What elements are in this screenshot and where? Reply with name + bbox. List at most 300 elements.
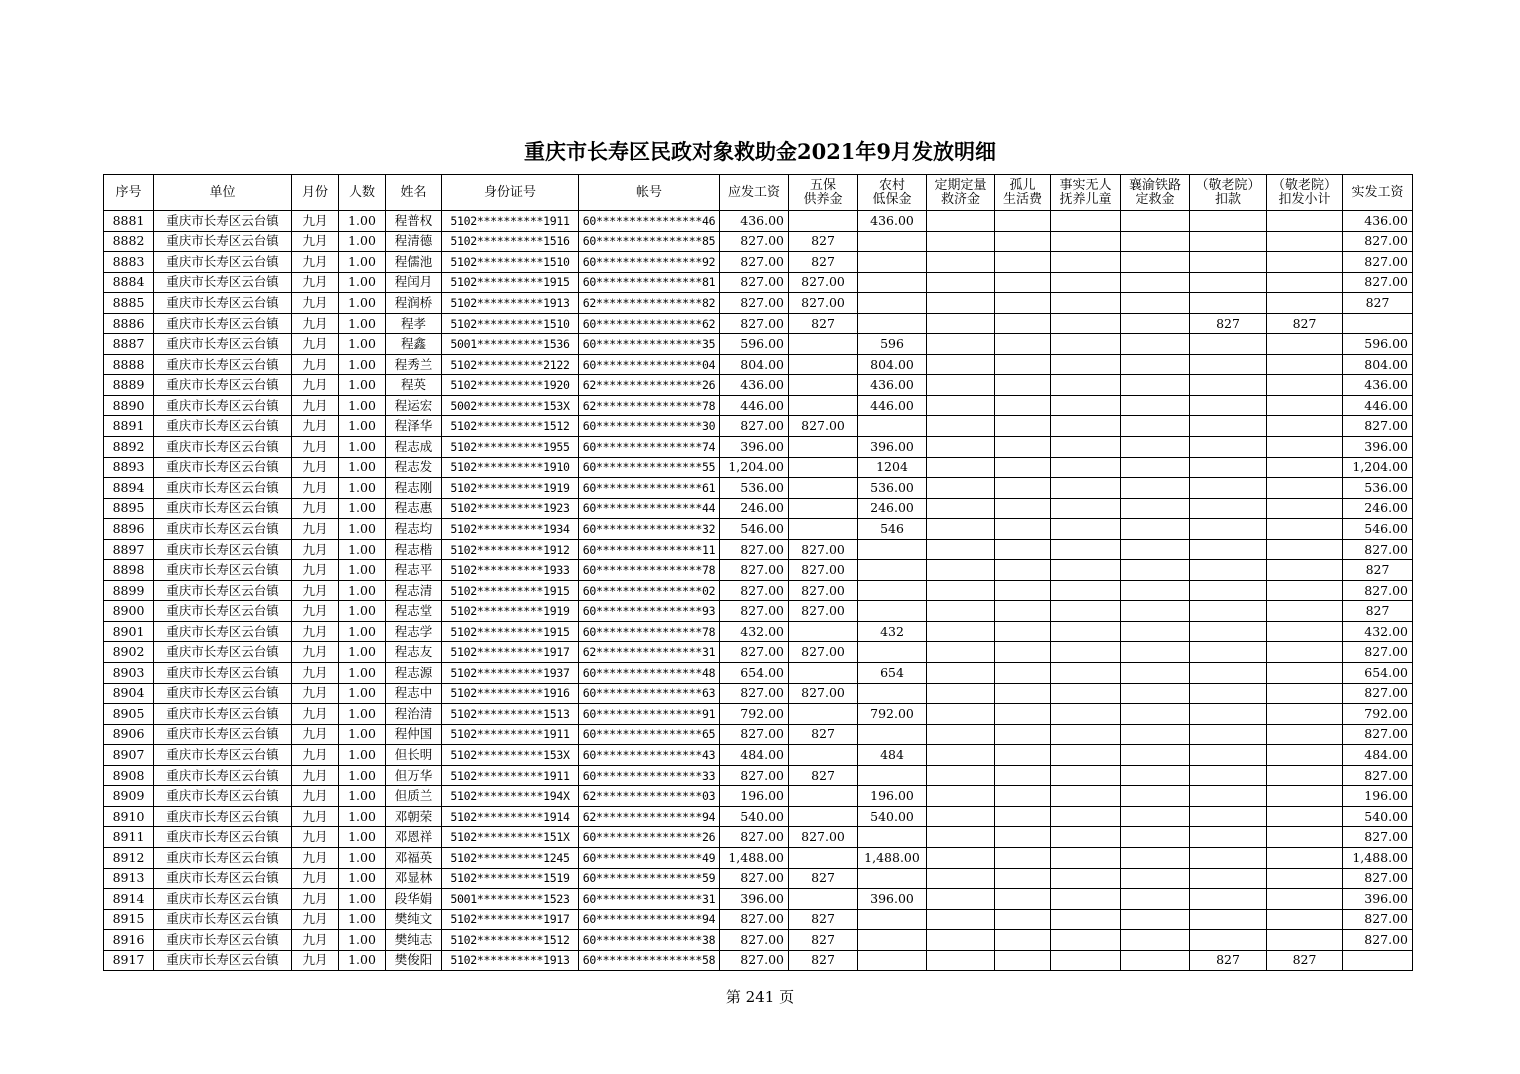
table-cell: 827.00 [1343, 930, 1413, 951]
table-row [104, 765, 1413, 786]
table-cell: 1,204.00 [1343, 457, 1413, 478]
table-cell: 827.00 [720, 272, 789, 293]
table-cell [927, 909, 995, 930]
table-cell [1190, 847, 1267, 868]
table-cell [1051, 334, 1121, 355]
table-cell [789, 457, 858, 478]
table-cell [1121, 252, 1190, 273]
table-cell: 九月 [292, 806, 339, 827]
table-cell: 60****************78 [579, 560, 720, 581]
table-cell [995, 395, 1051, 416]
table-cell: 827 [789, 252, 858, 273]
table-cell: 8912 [104, 847, 154, 868]
table-cell [927, 724, 995, 745]
table-cell: 8911 [104, 827, 154, 848]
column-header-line: 序号 [115, 184, 142, 200]
table-cell: 1.00 [339, 601, 386, 622]
table-cell: 程仲国 [386, 724, 442, 745]
table-cell [1267, 498, 1343, 519]
table-cell: 九月 [292, 416, 339, 437]
table-cell: 程志惠 [386, 498, 442, 519]
table-cell [1267, 621, 1343, 642]
table-cell [927, 313, 995, 334]
table-cell: 8901 [104, 621, 154, 642]
table-cell [858, 272, 927, 293]
table-cell: 8898 [104, 560, 154, 581]
table-cell [1051, 519, 1121, 540]
table-cell [995, 334, 1051, 355]
table-cell: 536.00 [720, 478, 789, 499]
table-cell [927, 354, 995, 375]
table-cell [995, 437, 1051, 458]
table-cell [789, 621, 858, 642]
table-cell [1190, 745, 1267, 766]
column-header-line: 供养金 [803, 191, 843, 207]
table-cell: 九月 [292, 560, 339, 581]
table-cell [995, 601, 1051, 622]
table-cell [1121, 293, 1190, 314]
table-cell: 827 [789, 724, 858, 745]
table-cell: 827.00 [720, 539, 789, 560]
table-cell [927, 827, 995, 848]
table-cell [789, 704, 858, 725]
table-cell: 536.00 [858, 478, 927, 499]
table-cell [927, 252, 995, 273]
table-cell: 重庆市长寿区云台镇 [154, 889, 292, 910]
table-cell: 827.00 [1343, 765, 1413, 786]
table-cell [927, 560, 995, 581]
table-cell [789, 889, 858, 910]
table-cell [1051, 293, 1121, 314]
column-header [339, 175, 386, 211]
table-cell [1051, 211, 1121, 232]
table-cell: 九月 [292, 293, 339, 314]
table-cell [789, 847, 858, 868]
table-cell: 546.00 [1343, 519, 1413, 540]
table-cell: 程治清 [386, 704, 442, 725]
table-cell: 60****************32 [579, 519, 720, 540]
table-cell: 1,488.00 [1343, 847, 1413, 868]
table-row [104, 272, 1413, 293]
table-cell: 九月 [292, 354, 339, 375]
table-cell [927, 437, 995, 458]
table-cell: 827 [789, 930, 858, 951]
table-cell [995, 416, 1051, 437]
table-cell: 程志中 [386, 683, 442, 704]
table-cell: 8892 [104, 437, 154, 458]
table-row [104, 293, 1413, 314]
table-cell: 8906 [104, 724, 154, 745]
table-cell: 程清德 [386, 231, 442, 252]
table-cell: 62****************94 [579, 806, 720, 827]
table-cell: 程志均 [386, 519, 442, 540]
table-cell: 樊纯文 [386, 909, 442, 930]
table-row [104, 950, 1413, 971]
table-cell: 樊纯志 [386, 930, 442, 951]
table-cell [1190, 354, 1267, 375]
table-cell: 60****************94 [579, 909, 720, 930]
column-header-line: 人数 [348, 184, 375, 200]
table-cell: 1.00 [339, 498, 386, 519]
table-cell: 九月 [292, 889, 339, 910]
table-cell: 827 [789, 313, 858, 334]
table-cell: 但万华 [386, 765, 442, 786]
table-cell: 446.00 [858, 395, 927, 416]
table-cell: 九月 [292, 252, 339, 273]
table-cell: 827.00 [789, 539, 858, 560]
table-cell [1051, 416, 1121, 437]
table-cell [1267, 395, 1343, 416]
table-cell [995, 683, 1051, 704]
table-cell: 樊俊阳 [386, 950, 442, 971]
table-cell: 654 [858, 663, 927, 684]
table-cell [1051, 806, 1121, 827]
table-cell [1121, 457, 1190, 478]
table-cell: 596.00 [1343, 334, 1413, 355]
column-header-line: 帐号 [635, 184, 662, 200]
table-row [104, 539, 1413, 560]
table-cell [858, 580, 927, 601]
table-row [104, 806, 1413, 827]
table-cell: 827.00 [789, 293, 858, 314]
table-cell: 程普权 [386, 211, 442, 232]
table-cell [927, 539, 995, 560]
table-cell: 60****************44 [579, 498, 720, 519]
column-header [1267, 175, 1343, 211]
table-cell [1190, 806, 1267, 827]
table-cell: 重庆市长寿区云台镇 [154, 868, 292, 889]
table-cell [1190, 909, 1267, 930]
table-cell: 九月 [292, 704, 339, 725]
table-cell [995, 827, 1051, 848]
table-cell [995, 704, 1051, 725]
table-cell: 5002**********153X [442, 395, 579, 416]
table-cell [789, 786, 858, 807]
table-cell: 5102**********1519 [442, 868, 579, 889]
table-cell: 60****************43 [579, 745, 720, 766]
table-cell: 重庆市长寿区云台镇 [154, 704, 292, 725]
table-row [104, 580, 1413, 601]
table-cell [1051, 375, 1121, 396]
table-cell: 重庆市长寿区云台镇 [154, 272, 292, 293]
table-cell: 5001**********1536 [442, 334, 579, 355]
table-cell: 九月 [292, 539, 339, 560]
column-header [104, 175, 154, 211]
table-cell: 重庆市长寿区云台镇 [154, 663, 292, 684]
table-cell: 827.00 [720, 601, 789, 622]
table-cell: 827.00 [720, 293, 789, 314]
table-cell: 1.00 [339, 724, 386, 745]
table-cell [1051, 231, 1121, 252]
table-cell [1267, 663, 1343, 684]
table-cell: 程秀兰 [386, 354, 442, 375]
table-cell: 1.00 [339, 252, 386, 273]
table-cell [1051, 663, 1121, 684]
table-cell: 程运宏 [386, 395, 442, 416]
table-cell: 396.00 [1343, 437, 1413, 458]
table-cell: 246.00 [720, 498, 789, 519]
table-cell: 5102**********1934 [442, 519, 579, 540]
table-cell: 827.00 [720, 909, 789, 930]
table-cell: 九月 [292, 663, 339, 684]
table-cell: 827.00 [1343, 252, 1413, 273]
table-cell: 8904 [104, 683, 154, 704]
table-cell [789, 334, 858, 355]
table-cell: 重庆市长寿区云台镇 [154, 457, 292, 478]
table-cell [1121, 930, 1190, 951]
table-cell [1267, 519, 1343, 540]
column-header-line: 单位 [209, 184, 236, 200]
table-row [104, 252, 1413, 273]
table-cell [858, 416, 927, 437]
column-header [1051, 175, 1121, 211]
table-cell: 重庆市长寿区云台镇 [154, 395, 292, 416]
table-cell: 5102**********1510 [442, 313, 579, 334]
table-cell [1121, 395, 1190, 416]
table-cell [1121, 354, 1190, 375]
column-header [720, 175, 789, 211]
table-cell [1190, 889, 1267, 910]
table-cell: 827 [1267, 950, 1343, 971]
table-cell [1267, 930, 1343, 951]
table-cell [1267, 868, 1343, 889]
table-cell: 436.00 [858, 211, 927, 232]
table-cell: 九月 [292, 211, 339, 232]
table-cell [1121, 745, 1190, 766]
table-cell [995, 354, 1051, 375]
table-cell: 804.00 [858, 354, 927, 375]
table-cell: 重庆市长寿区云台镇 [154, 519, 292, 540]
table-cell: 446.00 [1343, 395, 1413, 416]
table-row [104, 334, 1413, 355]
table-row [104, 231, 1413, 252]
table-cell: 827.00 [789, 560, 858, 581]
table-cell: 重庆市长寿区云台镇 [154, 642, 292, 663]
table-cell [1267, 416, 1343, 437]
table-cell: 程泽华 [386, 416, 442, 437]
table-cell [1267, 478, 1343, 499]
table-cell: 5102**********1911 [442, 724, 579, 745]
table-row [104, 724, 1413, 745]
table-cell: 程志学 [386, 621, 442, 642]
table-cell: 5102**********1955 [442, 437, 579, 458]
table-cell [995, 293, 1051, 314]
table-row [104, 313, 1413, 334]
table-cell: 九月 [292, 930, 339, 951]
table-cell: 程志成 [386, 437, 442, 458]
table-cell [927, 478, 995, 499]
table-cell: 5102**********1915 [442, 272, 579, 293]
column-header-line: 扣款 [1214, 191, 1241, 207]
table-cell: 1.00 [339, 847, 386, 868]
table-cell: 8905 [104, 704, 154, 725]
table-cell: 540.00 [720, 806, 789, 827]
table-cell [1267, 354, 1343, 375]
table-cell: 重庆市长寿区云台镇 [154, 334, 292, 355]
table-cell [858, 868, 927, 889]
table-cell: 8883 [104, 252, 154, 273]
table-cell: 1.00 [339, 457, 386, 478]
table-cell [1121, 560, 1190, 581]
table-row [104, 437, 1413, 458]
table-cell: 432 [858, 621, 927, 642]
table-cell: 60****************91 [579, 704, 720, 725]
table-cell: 重庆市长寿区云台镇 [154, 539, 292, 560]
table-cell: 程志平 [386, 560, 442, 581]
table-cell: 396.00 [720, 437, 789, 458]
table-cell [995, 889, 1051, 910]
table-cell [1267, 231, 1343, 252]
table-row [104, 663, 1413, 684]
table-cell [927, 847, 995, 868]
table-cell [1190, 498, 1267, 519]
table-cell [927, 519, 995, 540]
table-cell [1190, 211, 1267, 232]
table-cell [1121, 827, 1190, 848]
table-cell [1267, 704, 1343, 725]
table-cell: 60****************38 [579, 930, 720, 951]
column-header-line: 应发工资 [727, 184, 780, 200]
table-cell: 九月 [292, 580, 339, 601]
table-cell [858, 930, 927, 951]
table-cell: 196.00 [720, 786, 789, 807]
table-cell: 827.00 [789, 601, 858, 622]
table-cell [858, 560, 927, 581]
table-cell: 827.00 [1343, 827, 1413, 848]
table-cell [789, 437, 858, 458]
table-cell: 5102**********194X [442, 786, 579, 807]
table-cell: 484.00 [720, 745, 789, 766]
table-cell [1190, 663, 1267, 684]
table-cell [1190, 334, 1267, 355]
table-cell: 827.00 [789, 827, 858, 848]
table-cell [1121, 478, 1190, 499]
table-cell [927, 498, 995, 519]
table-cell: 程志友 [386, 642, 442, 663]
table-cell [1267, 252, 1343, 273]
table-cell: 但长明 [386, 745, 442, 766]
table-cell: 九月 [292, 313, 339, 334]
table-cell [1343, 313, 1413, 334]
table-cell: 5102**********1913 [442, 950, 579, 971]
table-cell: 5102**********1910 [442, 457, 579, 478]
column-header-line: （敬老院） [1271, 177, 1337, 193]
table-cell: 邓显林 [386, 868, 442, 889]
table-row [104, 868, 1413, 889]
table-cell: 九月 [292, 724, 339, 745]
column-header [1343, 175, 1413, 211]
table-cell: 60****************31 [579, 889, 720, 910]
table-cell [1267, 642, 1343, 663]
table-cell: 8902 [104, 642, 154, 663]
table-cell: 596.00 [720, 334, 789, 355]
table-cell: 8907 [104, 745, 154, 766]
table-cell: 8909 [104, 786, 154, 807]
table-cell: 827.00 [1343, 909, 1413, 930]
table-cell: 827.00 [720, 868, 789, 889]
table-cell [1051, 704, 1121, 725]
table-cell: 436.00 [858, 375, 927, 396]
table-cell: 804.00 [1343, 354, 1413, 375]
table-cell [1190, 560, 1267, 581]
column-header-line: 生活费 [1002, 191, 1042, 207]
table-cell [995, 211, 1051, 232]
table-cell [1121, 334, 1190, 355]
table-cell: 重庆市长寿区云台镇 [154, 354, 292, 375]
table-cell: 8910 [104, 806, 154, 827]
table-row [104, 457, 1413, 478]
table-row [104, 889, 1413, 910]
table-cell: 60****************62 [579, 313, 720, 334]
table-cell: 九月 [292, 395, 339, 416]
table-cell: 432.00 [1343, 621, 1413, 642]
table-cell: 程儒池 [386, 252, 442, 273]
table-cell [1190, 868, 1267, 889]
table-cell [858, 642, 927, 663]
table-cell: 5102**********1512 [442, 416, 579, 437]
table-cell [995, 519, 1051, 540]
table-cell [789, 498, 858, 519]
table-cell: 九月 [292, 827, 339, 848]
table-cell [927, 334, 995, 355]
table-cell: 1.00 [339, 806, 386, 827]
table-cell: 程英 [386, 375, 442, 396]
table-cell: 60****************49 [579, 847, 720, 868]
table-cell [927, 211, 995, 232]
table-cell: 5102**********1933 [442, 560, 579, 581]
table-cell: 重庆市长寿区云台镇 [154, 621, 292, 642]
table-cell [995, 786, 1051, 807]
table-cell: 1.00 [339, 704, 386, 725]
column-header-line: 农村 [878, 177, 905, 193]
table-cell: 5102**********153X [442, 745, 579, 766]
column-header [579, 175, 720, 211]
table-cell: 1.00 [339, 765, 386, 786]
table-cell: 邓福英 [386, 847, 442, 868]
table-cell [858, 313, 927, 334]
table-cell [1121, 272, 1190, 293]
table-cell [1190, 519, 1267, 540]
table-cell [1267, 847, 1343, 868]
table-cell [1121, 847, 1190, 868]
table-cell: 8885 [104, 293, 154, 314]
table-cell [1121, 765, 1190, 786]
table-cell: 8916 [104, 930, 154, 951]
table-row [104, 745, 1413, 766]
table-cell: 1.00 [339, 437, 386, 458]
table-row [104, 704, 1413, 725]
table-cell: 8889 [104, 375, 154, 396]
table-cell: 8915 [104, 909, 154, 930]
table-cell: 8882 [104, 231, 154, 252]
column-header-line: 定期定量 [934, 177, 987, 193]
table-cell: 九月 [292, 519, 339, 540]
table-cell [1051, 601, 1121, 622]
table-cell: 827 [789, 909, 858, 930]
table-cell [927, 601, 995, 622]
table-cell [995, 272, 1051, 293]
table-cell: 5102**********1919 [442, 601, 579, 622]
table-cell: 827.00 [720, 930, 789, 951]
table-cell: 60****************78 [579, 621, 720, 642]
table-cell: 九月 [292, 847, 339, 868]
table-cell [1190, 704, 1267, 725]
table-cell [1190, 621, 1267, 642]
column-header [154, 175, 292, 211]
table-cell: 60****************33 [579, 765, 720, 786]
table-cell [1267, 334, 1343, 355]
table-cell: 827 [789, 231, 858, 252]
